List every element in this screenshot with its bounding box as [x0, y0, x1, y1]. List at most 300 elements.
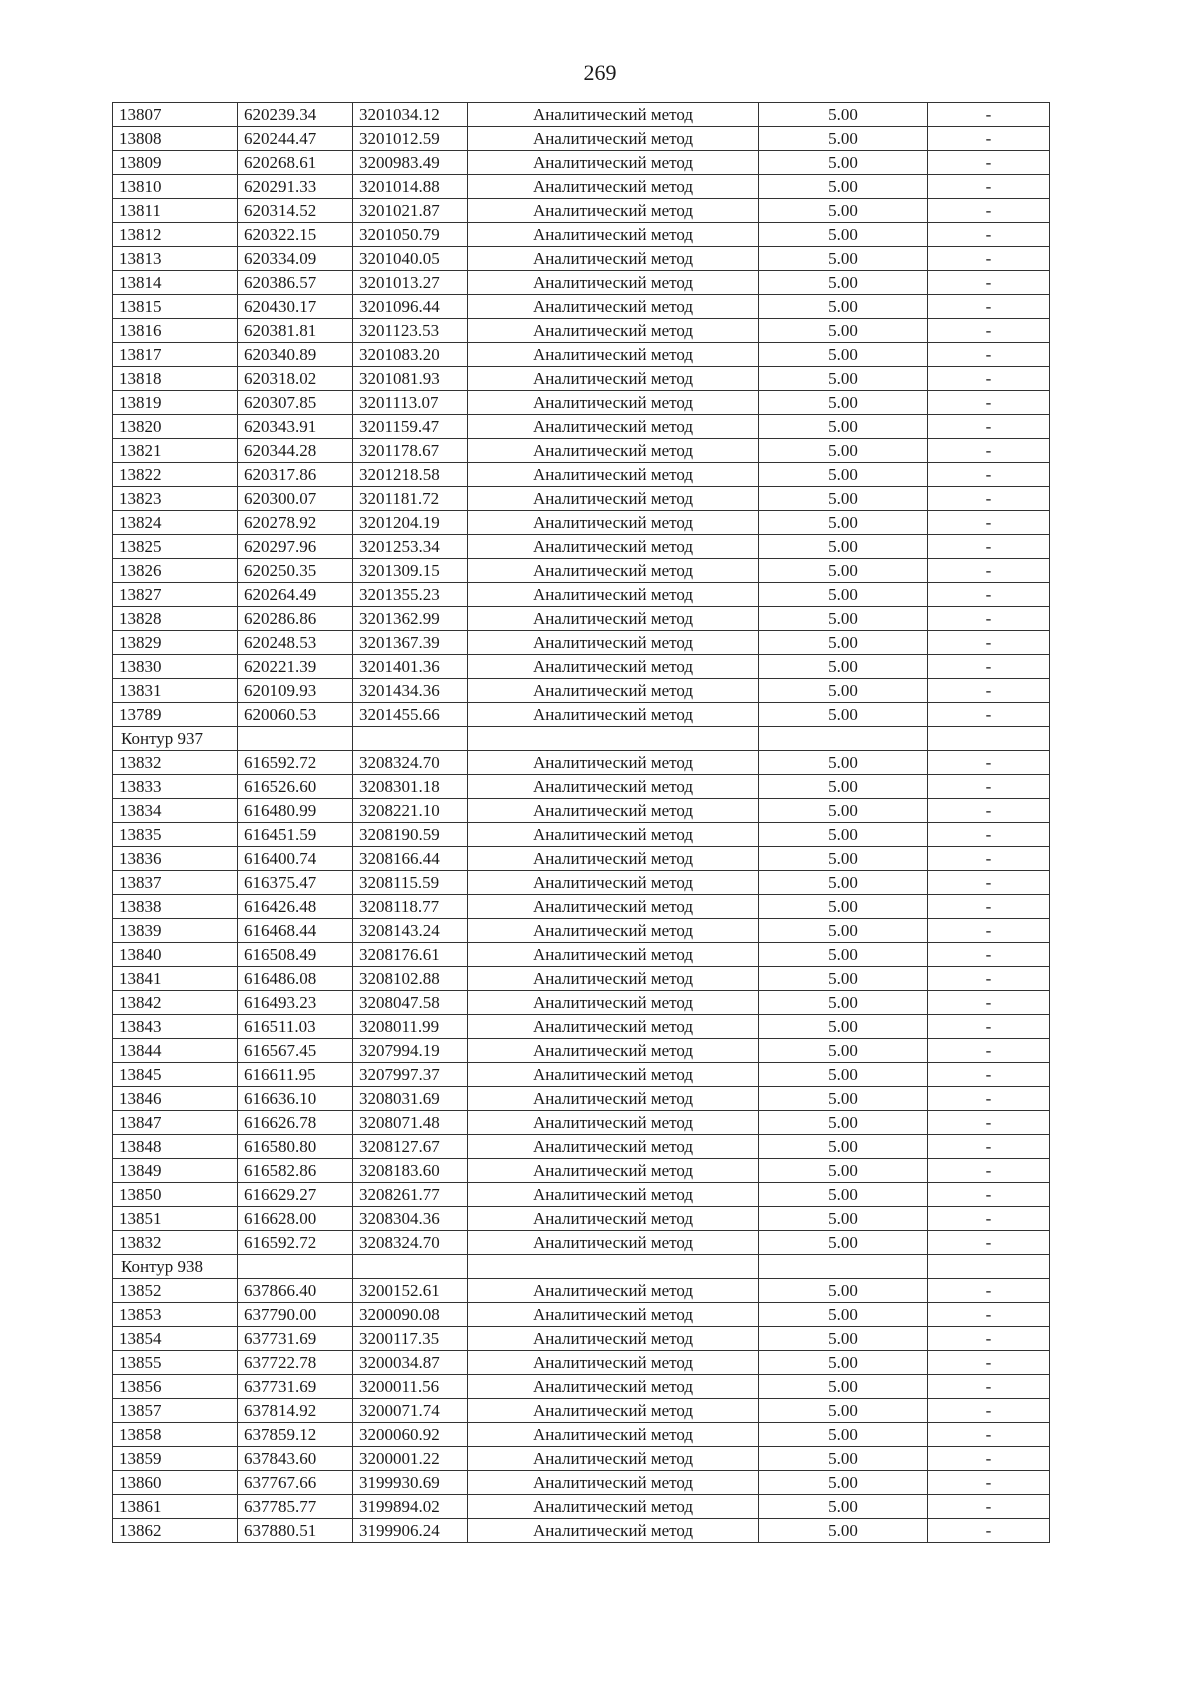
y-coordinate-cell: 3208011.99 [353, 1015, 468, 1039]
x-coordinate-cell: 620317.86 [238, 463, 353, 487]
accuracy-cell: 5.00 [759, 1231, 928, 1255]
x-coordinate-cell: 620291.33 [238, 175, 353, 199]
extra-cell: - [928, 847, 1050, 871]
extra-cell: - [928, 511, 1050, 535]
table-row [113, 1183, 1050, 1207]
x-coordinate-cell: 616526.60 [238, 775, 353, 799]
point-id-cell: 13811 [113, 199, 238, 223]
point-id-cell: 13830 [113, 655, 238, 679]
accuracy-cell: 5.00 [759, 439, 928, 463]
accuracy-cell: 5.00 [759, 463, 928, 487]
x-coordinate-cell: 616567.45 [238, 1039, 353, 1063]
table-row [113, 1375, 1050, 1399]
point-id-cell: 13818 [113, 367, 238, 391]
x-coordinate-cell: 620381.81 [238, 319, 353, 343]
y-coordinate-cell: 3208176.61 [353, 943, 468, 967]
method-cell: Аналитический метод [468, 943, 759, 967]
y-coordinate-cell: 3200034.87 [353, 1351, 468, 1375]
x-coordinate-cell: 616636.10 [238, 1087, 353, 1111]
x-coordinate-cell: 620109.93 [238, 679, 353, 703]
point-id-cell: 13858 [113, 1423, 238, 1447]
y-coordinate-cell: 3201367.39 [353, 631, 468, 655]
accuracy-cell: 5.00 [759, 943, 928, 967]
table-row [113, 1063, 1050, 1087]
extra-cell: - [928, 343, 1050, 367]
accuracy-cell: 5.00 [759, 1039, 928, 1063]
table-row [113, 1015, 1050, 1039]
extra-cell: - [928, 439, 1050, 463]
point-id-cell: 13857 [113, 1399, 238, 1423]
x-coordinate-cell: 637843.60 [238, 1447, 353, 1471]
method-cell: Аналитический метод [468, 559, 759, 583]
point-id-cell: 13859 [113, 1447, 238, 1471]
table-row [113, 967, 1050, 991]
point-id-cell: 13847 [113, 1111, 238, 1135]
point-id-cell: 13820 [113, 415, 238, 439]
extra-cell: - [928, 247, 1050, 271]
accuracy-cell: 5.00 [759, 991, 928, 1015]
y-coordinate-cell: 3201021.87 [353, 199, 468, 223]
accuracy-cell: 5.00 [759, 1375, 928, 1399]
point-id-cell: 13836 [113, 847, 238, 871]
y-coordinate-cell: 3207997.37 [353, 1063, 468, 1087]
extra-cell: - [928, 1303, 1050, 1327]
extra-cell: - [928, 295, 1050, 319]
point-id-cell: 13849 [113, 1159, 238, 1183]
point-id-cell: 13838 [113, 895, 238, 919]
extra-cell: - [928, 1231, 1050, 1255]
table-row [113, 1423, 1050, 1447]
x-coordinate-cell: 637722.78 [238, 1351, 353, 1375]
empty-cell [468, 727, 759, 751]
extra-cell: - [928, 415, 1050, 439]
extra-cell: - [928, 319, 1050, 343]
y-coordinate-cell: 3208301.18 [353, 775, 468, 799]
method-cell: Аналитический метод [468, 103, 759, 127]
method-cell: Аналитический метод [468, 895, 759, 919]
accuracy-cell: 5.00 [759, 703, 928, 727]
x-coordinate-cell: 616582.86 [238, 1159, 353, 1183]
table-row [113, 823, 1050, 847]
extra-cell: - [928, 1399, 1050, 1423]
method-cell: Аналитический метод [468, 487, 759, 511]
point-id-cell: 13789 [113, 703, 238, 727]
method-cell: Аналитический метод [468, 1183, 759, 1207]
y-coordinate-cell: 3208127.67 [353, 1135, 468, 1159]
y-coordinate-cell: 3200117.35 [353, 1327, 468, 1351]
y-coordinate-cell: 3201123.53 [353, 319, 468, 343]
table-row [113, 1519, 1050, 1543]
y-coordinate-cell: 3208261.77 [353, 1183, 468, 1207]
accuracy-cell: 5.00 [759, 391, 928, 415]
table-row [113, 631, 1050, 655]
accuracy-cell: 5.00 [759, 1015, 928, 1039]
table-row [113, 943, 1050, 967]
method-cell: Аналитический метод [468, 367, 759, 391]
extra-cell: - [928, 799, 1050, 823]
extra-cell: - [928, 1471, 1050, 1495]
table-row [113, 1351, 1050, 1375]
extra-cell: - [928, 199, 1050, 223]
y-coordinate-cell: 3200152.61 [353, 1279, 468, 1303]
y-coordinate-cell: 3201355.23 [353, 583, 468, 607]
extra-cell: - [928, 271, 1050, 295]
y-coordinate-cell: 3201050.79 [353, 223, 468, 247]
extra-cell: - [928, 1087, 1050, 1111]
table-row [113, 487, 1050, 511]
accuracy-cell: 5.00 [759, 607, 928, 631]
table-row [113, 1159, 1050, 1183]
y-coordinate-cell: 3201096.44 [353, 295, 468, 319]
accuracy-cell: 5.00 [759, 367, 928, 391]
accuracy-cell: 5.00 [759, 823, 928, 847]
empty-cell [759, 727, 928, 751]
point-id-cell: 13807 [113, 103, 238, 127]
accuracy-cell: 5.00 [759, 1303, 928, 1327]
y-coordinate-cell: 3201401.36 [353, 655, 468, 679]
point-id-cell: 13842 [113, 991, 238, 1015]
method-cell: Аналитический метод [468, 1231, 759, 1255]
method-cell: Аналитический метод [468, 1471, 759, 1495]
method-cell: Аналитический метод [468, 127, 759, 151]
accuracy-cell: 5.00 [759, 1063, 928, 1087]
accuracy-cell: 5.00 [759, 631, 928, 655]
point-id-cell: 13822 [113, 463, 238, 487]
method-cell: Аналитический метод [468, 823, 759, 847]
point-id-cell: 13839 [113, 919, 238, 943]
table-row [113, 151, 1050, 175]
accuracy-cell: 5.00 [759, 1327, 928, 1351]
method-cell: Аналитический метод [468, 175, 759, 199]
extra-cell: - [928, 895, 1050, 919]
contour-header-row [113, 1255, 1050, 1279]
table-row [113, 1471, 1050, 1495]
method-cell: Аналитический метод [468, 1351, 759, 1375]
y-coordinate-cell: 3208102.88 [353, 967, 468, 991]
accuracy-cell: 5.00 [759, 127, 928, 151]
point-id-cell: 13832 [113, 1231, 238, 1255]
x-coordinate-cell: 620340.89 [238, 343, 353, 367]
accuracy-cell: 5.00 [759, 655, 928, 679]
x-coordinate-cell: 616580.80 [238, 1135, 353, 1159]
method-cell: Аналитический метод [468, 1135, 759, 1159]
accuracy-cell: 5.00 [759, 751, 928, 775]
method-cell: Аналитический метод [468, 1423, 759, 1447]
table-row [113, 463, 1050, 487]
point-id-cell: 13855 [113, 1351, 238, 1375]
x-coordinate-cell: 637785.77 [238, 1495, 353, 1519]
extra-cell: - [928, 919, 1050, 943]
extra-cell: - [928, 607, 1050, 631]
extra-cell: - [928, 631, 1050, 655]
table-row [113, 1039, 1050, 1063]
x-coordinate-cell: 637814.92 [238, 1399, 353, 1423]
extra-cell: - [928, 367, 1050, 391]
point-id-cell: 13819 [113, 391, 238, 415]
table-body [113, 103, 1050, 1543]
y-coordinate-cell: 3199906.24 [353, 1519, 468, 1543]
extra-cell: - [928, 1327, 1050, 1351]
accuracy-cell: 5.00 [759, 319, 928, 343]
x-coordinate-cell: 616375.47 [238, 871, 353, 895]
empty-cell [353, 727, 468, 751]
extra-cell: - [928, 943, 1050, 967]
point-id-cell: 13835 [113, 823, 238, 847]
x-coordinate-cell: 620344.28 [238, 439, 353, 463]
accuracy-cell: 5.00 [759, 151, 928, 175]
point-id-cell: 13834 [113, 799, 238, 823]
y-coordinate-cell: 3201309.15 [353, 559, 468, 583]
x-coordinate-cell: 620248.53 [238, 631, 353, 655]
table-row [113, 535, 1050, 559]
accuracy-cell: 5.00 [759, 895, 928, 919]
extra-cell: - [928, 1207, 1050, 1231]
table-row [113, 607, 1050, 631]
method-cell: Аналитический метод [468, 1087, 759, 1111]
table-row [113, 919, 1050, 943]
table-row [113, 367, 1050, 391]
table-row [113, 247, 1050, 271]
point-id-cell: 13846 [113, 1087, 238, 1111]
extra-cell: - [928, 1519, 1050, 1543]
y-coordinate-cell: 3201034.12 [353, 103, 468, 127]
y-coordinate-cell: 3201014.88 [353, 175, 468, 199]
method-cell: Аналитический метод [468, 967, 759, 991]
point-id-cell: 13861 [113, 1495, 238, 1519]
y-coordinate-cell: 3201178.67 [353, 439, 468, 463]
table-row [113, 199, 1050, 223]
x-coordinate-cell: 620314.52 [238, 199, 353, 223]
extra-cell: - [928, 1015, 1050, 1039]
empty-cell [238, 727, 353, 751]
x-coordinate-cell: 620250.35 [238, 559, 353, 583]
method-cell: Аналитический метод [468, 799, 759, 823]
table-row [113, 1231, 1050, 1255]
method-cell: Аналитический метод [468, 1303, 759, 1327]
y-coordinate-cell: 3200060.92 [353, 1423, 468, 1447]
method-cell: Аналитический метод [468, 1327, 759, 1351]
accuracy-cell: 5.00 [759, 871, 928, 895]
table-row [113, 1327, 1050, 1351]
method-cell: Аналитический метод [468, 991, 759, 1015]
point-id-cell: 13827 [113, 583, 238, 607]
accuracy-cell: 5.00 [759, 583, 928, 607]
point-id-cell: 13825 [113, 535, 238, 559]
method-cell: Аналитический метод [468, 415, 759, 439]
point-id-cell: 13824 [113, 511, 238, 535]
table-row [113, 343, 1050, 367]
method-cell: Аналитический метод [468, 655, 759, 679]
x-coordinate-cell: 620297.96 [238, 535, 353, 559]
accuracy-cell: 5.00 [759, 1351, 928, 1375]
y-coordinate-cell: 3201159.47 [353, 415, 468, 439]
x-coordinate-cell: 637731.69 [238, 1375, 353, 1399]
extra-cell: - [928, 1111, 1050, 1135]
y-coordinate-cell: 3201253.34 [353, 535, 468, 559]
x-coordinate-cell: 616480.99 [238, 799, 353, 823]
accuracy-cell: 5.00 [759, 967, 928, 991]
table-row [113, 391, 1050, 415]
point-id-cell: 13841 [113, 967, 238, 991]
method-cell: Аналитический метод [468, 1063, 759, 1087]
table-row [113, 679, 1050, 703]
point-id-cell: 13823 [113, 487, 238, 511]
method-cell: Аналитический метод [468, 463, 759, 487]
method-cell: Аналитический метод [468, 247, 759, 271]
method-cell: Аналитический метод [468, 607, 759, 631]
table-row [113, 1135, 1050, 1159]
x-coordinate-cell: 616468.44 [238, 919, 353, 943]
table-row [113, 799, 1050, 823]
accuracy-cell: 5.00 [759, 1183, 928, 1207]
y-coordinate-cell: 3200090.08 [353, 1303, 468, 1327]
accuracy-cell: 5.00 [759, 919, 928, 943]
y-coordinate-cell: 3208190.59 [353, 823, 468, 847]
point-id-cell: 13809 [113, 151, 238, 175]
y-coordinate-cell: 3208118.77 [353, 895, 468, 919]
point-id-cell: 13844 [113, 1039, 238, 1063]
y-coordinate-cell: 3199930.69 [353, 1471, 468, 1495]
point-id-cell: 13808 [113, 127, 238, 151]
table-row [113, 1495, 1050, 1519]
method-cell: Аналитический метод [468, 511, 759, 535]
x-coordinate-cell: 616493.23 [238, 991, 353, 1015]
y-coordinate-cell: 3201218.58 [353, 463, 468, 487]
extra-cell: - [928, 559, 1050, 583]
extra-cell: - [928, 1183, 1050, 1207]
empty-cell [468, 1255, 759, 1279]
x-coordinate-cell: 637767.66 [238, 1471, 353, 1495]
point-id-cell: 13821 [113, 439, 238, 463]
table-row [113, 559, 1050, 583]
extra-cell: - [928, 1351, 1050, 1375]
point-id-cell: 13829 [113, 631, 238, 655]
accuracy-cell: 5.00 [759, 1111, 928, 1135]
extra-cell: - [928, 151, 1050, 175]
y-coordinate-cell: 3201083.20 [353, 343, 468, 367]
accuracy-cell: 5.00 [759, 103, 928, 127]
x-coordinate-cell: 637859.12 [238, 1423, 353, 1447]
method-cell: Аналитический метод [468, 919, 759, 943]
table-row [113, 703, 1050, 727]
y-coordinate-cell: 3201181.72 [353, 487, 468, 511]
method-cell: Аналитический метод [468, 775, 759, 799]
accuracy-cell: 5.00 [759, 271, 928, 295]
x-coordinate-cell: 620334.09 [238, 247, 353, 271]
x-coordinate-cell: 620386.57 [238, 271, 353, 295]
x-coordinate-cell: 620300.07 [238, 487, 353, 511]
accuracy-cell: 5.00 [759, 535, 928, 559]
table-row [113, 1207, 1050, 1231]
x-coordinate-cell: 637866.40 [238, 1279, 353, 1303]
y-coordinate-cell: 3201081.93 [353, 367, 468, 391]
point-id-cell: 13814 [113, 271, 238, 295]
point-id-cell: 13826 [113, 559, 238, 583]
x-coordinate-cell: 620244.47 [238, 127, 353, 151]
method-cell: Аналитический метод [468, 679, 759, 703]
method-cell: Аналитический метод [468, 631, 759, 655]
x-coordinate-cell: 620286.86 [238, 607, 353, 631]
accuracy-cell: 5.00 [759, 559, 928, 583]
method-cell: Аналитический метод [468, 703, 759, 727]
x-coordinate-cell: 620322.15 [238, 223, 353, 247]
table-row [113, 295, 1050, 319]
method-cell: Аналитический метод [468, 199, 759, 223]
y-coordinate-cell: 3208304.36 [353, 1207, 468, 1231]
x-coordinate-cell: 616486.08 [238, 967, 353, 991]
table-row [113, 895, 1050, 919]
method-cell: Аналитический метод [468, 1015, 759, 1039]
method-cell: Аналитический метод [468, 847, 759, 871]
table-row [113, 1399, 1050, 1423]
extra-cell: - [928, 583, 1050, 607]
method-cell: Аналитический метод [468, 1447, 759, 1471]
extra-cell: - [928, 127, 1050, 151]
x-coordinate-cell: 616611.95 [238, 1063, 353, 1087]
method-cell: Аналитический метод [468, 1039, 759, 1063]
table-row [113, 175, 1050, 199]
point-id-cell: 13860 [113, 1471, 238, 1495]
empty-cell [759, 1255, 928, 1279]
extra-cell: - [928, 223, 1050, 247]
point-id-cell: 13816 [113, 319, 238, 343]
table-row [113, 511, 1050, 535]
y-coordinate-cell: 3208047.58 [353, 991, 468, 1015]
extra-cell: - [928, 1375, 1050, 1399]
accuracy-cell: 5.00 [759, 1519, 928, 1543]
x-coordinate-cell: 620278.92 [238, 511, 353, 535]
coordinates-table [112, 102, 1050, 1543]
x-coordinate-cell: 616426.48 [238, 895, 353, 919]
accuracy-cell: 5.00 [759, 1087, 928, 1111]
accuracy-cell: 5.00 [759, 511, 928, 535]
y-coordinate-cell: 3199894.02 [353, 1495, 468, 1519]
y-coordinate-cell: 3201434.36 [353, 679, 468, 703]
x-coordinate-cell: 616626.78 [238, 1111, 353, 1135]
accuracy-cell: 5.00 [759, 343, 928, 367]
method-cell: Аналитический метод [468, 1519, 759, 1543]
y-coordinate-cell: 3200001.22 [353, 1447, 468, 1471]
point-id-cell: 13845 [113, 1063, 238, 1087]
point-id-cell: 13851 [113, 1207, 238, 1231]
method-cell: Аналитический метод [468, 151, 759, 175]
point-id-cell: 13815 [113, 295, 238, 319]
y-coordinate-cell: 3208031.69 [353, 1087, 468, 1111]
y-coordinate-cell: 3201013.27 [353, 271, 468, 295]
accuracy-cell: 5.00 [759, 415, 928, 439]
x-coordinate-cell: 616451.59 [238, 823, 353, 847]
extra-cell: - [928, 1279, 1050, 1303]
extra-cell: - [928, 391, 1050, 415]
x-coordinate-cell: 620307.85 [238, 391, 353, 415]
table-row [113, 655, 1050, 679]
method-cell: Аналитический метод [468, 319, 759, 343]
x-coordinate-cell: 620221.39 [238, 655, 353, 679]
accuracy-cell: 5.00 [759, 1423, 928, 1447]
table-row [113, 127, 1050, 151]
table-row [113, 1111, 1050, 1135]
accuracy-cell: 5.00 [759, 847, 928, 871]
accuracy-cell: 5.00 [759, 1471, 928, 1495]
point-id-cell: 13840 [113, 943, 238, 967]
accuracy-cell: 5.00 [759, 175, 928, 199]
point-id-cell: 13837 [113, 871, 238, 895]
extra-cell: - [928, 1135, 1050, 1159]
empty-cell [238, 1255, 353, 1279]
x-coordinate-cell: 637790.00 [238, 1303, 353, 1327]
method-cell: Аналитический метод [468, 391, 759, 415]
x-coordinate-cell: 616511.03 [238, 1015, 353, 1039]
